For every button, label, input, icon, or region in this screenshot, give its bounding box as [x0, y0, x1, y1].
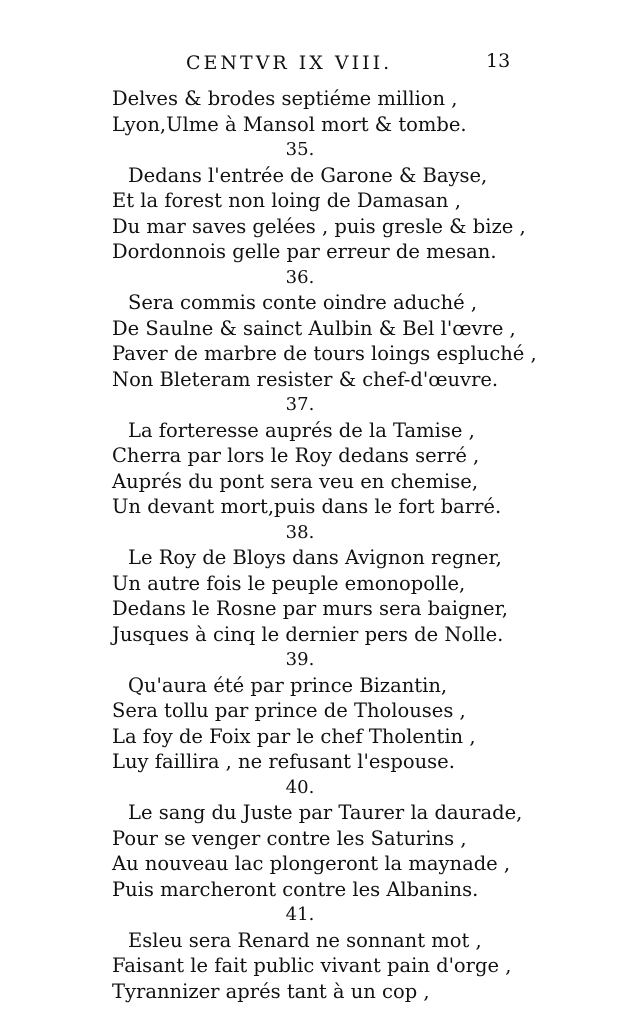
verse-line: Esleu sera Renard ne sonnant mot ,	[128, 928, 482, 952]
verse-line: Un autre fois le peuple emonopolle,	[112, 571, 466, 595]
verse-line: Tyrannizer aprés tant à un cop ,	[112, 979, 430, 1003]
verse-line: Faisant le fait public vivant pain d'orge ,	[112, 954, 512, 977]
page-number: 13	[486, 50, 511, 72]
verse-line: Jusques à cinq le dernier pers de Nolle.	[112, 622, 504, 646]
verse-line: Sera commis conte oindre aduché ,	[128, 291, 478, 314]
verse-line: Pour se venger contre les Saturins ,	[112, 826, 467, 850]
quatrain-number: 36.	[285, 266, 315, 288]
quatrain-number: 41.	[285, 904, 315, 925]
verse-line: Dedans le Rosne par murs sera baigner,	[112, 597, 508, 620]
verse-line: Un devant mort,puis dans le fort barré.	[112, 495, 502, 518]
verse-line: Le Roy de Bloys dans Avignon regner,	[128, 546, 502, 569]
verse-line: Puis marcheront contre les Albanins.	[112, 877, 479, 901]
verse-line: Non Bleteram resister & chef-d'œuvre.	[112, 367, 499, 391]
verse-line: Auprés du pont sera veu en chemise,	[112, 469, 479, 493]
verse-line: Et la forest non loing de Damasan ,	[112, 189, 461, 212]
verse-line: La foy de Foix par le chef Tholentin ,	[112, 724, 476, 748]
verse-line: Delves & brodes septiéme million ,	[112, 87, 458, 110]
verse-line: Le sang du Juste par Taurer la daurade,	[128, 801, 523, 824]
quatrain-number: 39.	[285, 649, 315, 670]
verse-line: Lyon,Ulme à Mansol mort & tombe.	[112, 112, 467, 136]
verse-line: Dedans l'entrée de Garone & Bayse,	[128, 163, 488, 187]
verse-line: Luy faillira , ne refusant l'espouse.	[112, 750, 455, 773]
verse-line: Au nouveau lac plongeront la maynade ,	[112, 852, 511, 875]
verse-line: Dordonnois gelle par erreur de mesan.	[112, 240, 497, 263]
quatrain-number: 38.	[285, 521, 315, 543]
verse-line: Qu'aura été par prince Bizantin,	[128, 673, 448, 697]
verse-line: Paver de marbre de tours loings espluché ,	[112, 342, 537, 365]
verse-line: La forteresse auprés de la Tamise ,	[128, 418, 475, 442]
verse-line: Cherra par lors le Roy dedans serré ,	[112, 444, 480, 467]
text-block	[100, 86, 537, 1004]
quatrain-number: 40.	[285, 776, 315, 798]
running-head: CENTVR IX VIII.	[186, 52, 393, 74]
quatrain-number: 37.	[285, 394, 315, 415]
verse-line: Sera tollu par prince de Tholouses ,	[112, 699, 466, 722]
verse-line: De Saulne & sainct Aulbin & Bel l'œvre ,	[112, 316, 516, 340]
quatrain-number: 35.	[285, 139, 315, 160]
verse-line: Du mar saves gelées , puis gresle & bize ,	[112, 214, 526, 238]
